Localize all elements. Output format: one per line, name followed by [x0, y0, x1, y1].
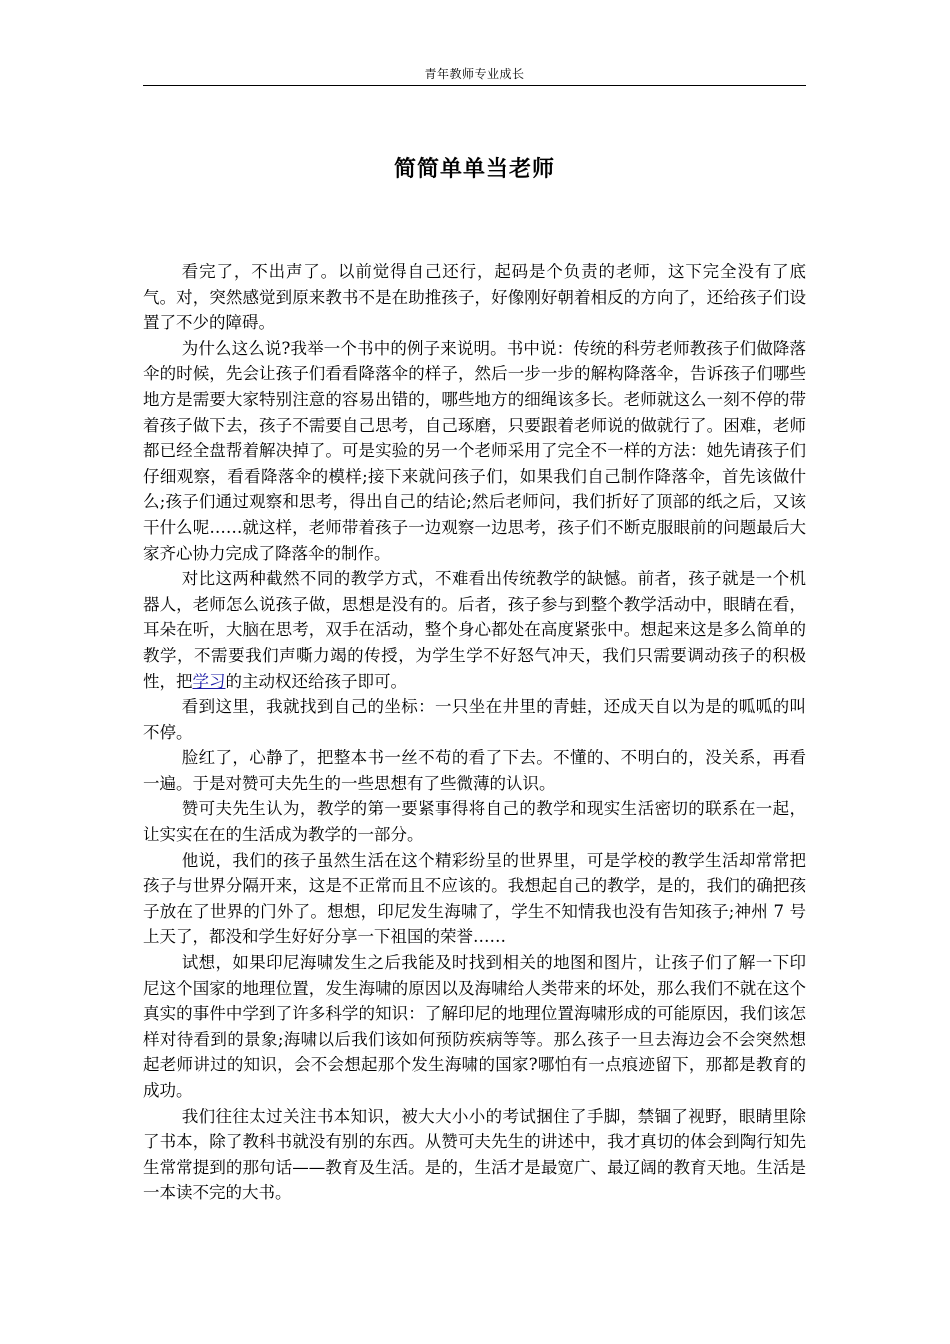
paragraph-4: 看到这里，我就找到自己的坐标：一只坐在井里的青蛙，还成天自以为是的呱呱的叫不停。 — [143, 697, 806, 742]
paragraph-8: 试想，如果印尼海啸发生之后我能及时找到相关的地图和图片，让孩子们了解一下印尼这个国家的地理位置，发生海啸的原因以及海啸给人类带来的坏处，那么我们不就在这个真实的事件中学到了许多科学的知识：了解印尼的地理位置海啸形成的可能原因，我们该怎样对待看到的景象;海啸以后我们该如何预防疾病等等。那么孩子一旦去海边会不会突然想起老师讲过的知识，会不会想起那个发生海啸的国家?哪怕有一点痕迹留下，那都是教育的成功。 — [143, 953, 806, 1100]
page-header — [143, 63, 806, 86]
paragraph-9: 我们往往太过关注书本知识，被大大小小的考试捆住了手脚，禁锢了视野，眼睛里除了书本，除了教科书就没有别的东西。从赞可夫先生的讲述中，我才真切的体会到陶行知先生常常提到的那句话——教育及生活。是的，生活才是最宽广、最辽阔的教育天地。生活是一本读不完的大书。 — [143, 1106, 806, 1203]
paragraph-2: 为什么这么说?我举一个书中的例子来说明。书中说：传统的科劳老师教孩子们做降落伞的时候，先会让孩子们看看降落伞的样子，然后一步一步的解构降落伞，告诉孩子们哪些地方是需要大家特别注意的容易出错的，哪些地方的细绳该多长。老师就这么一刻不停的带着孩子做下去，孩子不需要自己思考，自己琢磨，只要跟着老师说的做就行了。困难，老师都已经全盘帮着解决掉了。可是实验的另一个老师采用了完全不一样的方法：她先请孩子们仔细观察，看看降落伞的模样;接下来就问孩子们，如果我们自己制作降落伞，首先该做什么;孩子们通过观察和思考，得出自己的结论;然后老师问，我们折好了顶部的纸之后，又该干什么呢……就这样，老师带着孩子一边观察一边思考，孩子们不断克服眼前的问题最后大家齐心协力完成了降落伞的制作。 — [143, 338, 806, 563]
header-text: 青年教师专业成长 — [424, 67, 525, 81]
paragraph-3-text-before: 对比这两种截然不同的教学方式，不难看出传统教学的缺憾。前者，孩子就是一个机器人，老师怎么说孩子做，思想是没有的。后者，孩子参与到整个教学活动中，眼睛在看，耳朵在听，大脑在思考，双手在活动，整个身心都处在高度紧张中。想起来这是多么简单的教学，不需要我们声嘶力竭的传授，为学生学不好怒气冲天，我们只需要调动孩子的积极性，把 — [143, 569, 806, 691]
paragraph-6: 赞可夫先生认为，教学的第一要紧事得将自己的教学和现实生活密切的联系在一起，让实实在在的生活成为教学的一部分。 — [143, 799, 806, 845]
paragraph-1: 看完了，不出声了。以前觉得自己还行，起码是个负责的老师，这下完全没有了底气。对，突然感觉到原来教书不是在助推孩子，好像刚好朝着相反的方向了，还给孩子们设置了不少的障碍。 — [143, 262, 806, 333]
paragraph-3 — [143, 566, 806, 694]
paragraph-7: 他说，我们的孩子虽然生活在这个精彩纷呈的世界里，可是学校的教学生活却常常把孩子与世界分隔开来，这是不正常而且不应该的。我想起自己的教学，是的，我们的确把孩子放在了世界的门外了。想想，印尼发生海啸了，学生不知情我也没有告知孩子;神州 7 号上天了，都没和学生好好分享一下祖国的荣誉…… — [143, 850, 806, 947]
paragraph-5: 脸红了，心静了，把整本书一丝不苟的看了下去。不懂的、不明白的，没关系，再看一遍。于是对赞可夫先生的一些思想有了些微薄的认识。 — [143, 748, 806, 793]
study-link[interactable]: 学习 — [192, 671, 226, 691]
article-body — [143, 259, 806, 1206]
paragraph-3-text-after: 的主动权还给孩子即可。 — [225, 671, 407, 691]
document-title: 简简单单当老师 — [393, 156, 555, 182]
